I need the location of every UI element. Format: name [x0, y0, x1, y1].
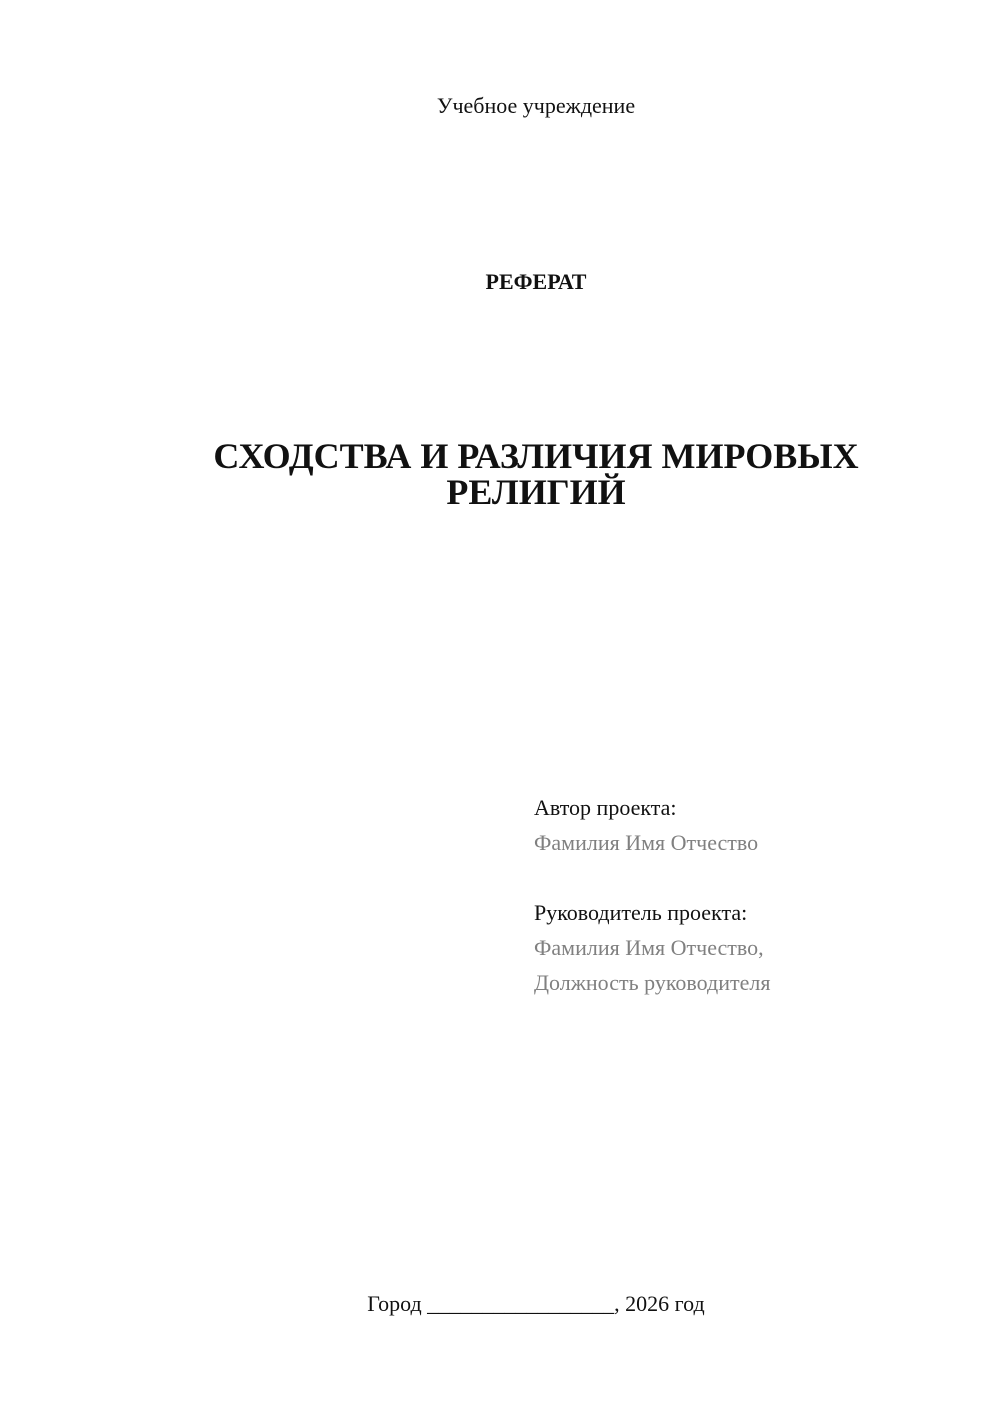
author-label: Автор проекта:	[534, 795, 677, 820]
project-info-block	[534, 790, 954, 1000]
supervisor-name: Фамилия Имя Отчество,	[534, 935, 764, 960]
city-year-line: Город _________________, 2026 год	[367, 1291, 705, 1316]
document-title-line-1: СХОДСТВА И РАЗЛИЧИЯ МИРОВЫХ	[213, 436, 859, 476]
author-name: Фамилия Имя Отчество	[534, 830, 759, 855]
document-title-line-2: РЕЛИГИЙ	[446, 472, 626, 512]
info-spacer	[534, 860, 954, 895]
supervisor-label: Руководитель проекта:	[534, 900, 748, 925]
document-type: РЕФЕРАТ	[485, 269, 587, 294]
supervisor-position: Должность руководителя	[534, 970, 771, 995]
institution-name: Учебное учреждение	[436, 93, 636, 118]
document-title	[0, 438, 1000, 510]
